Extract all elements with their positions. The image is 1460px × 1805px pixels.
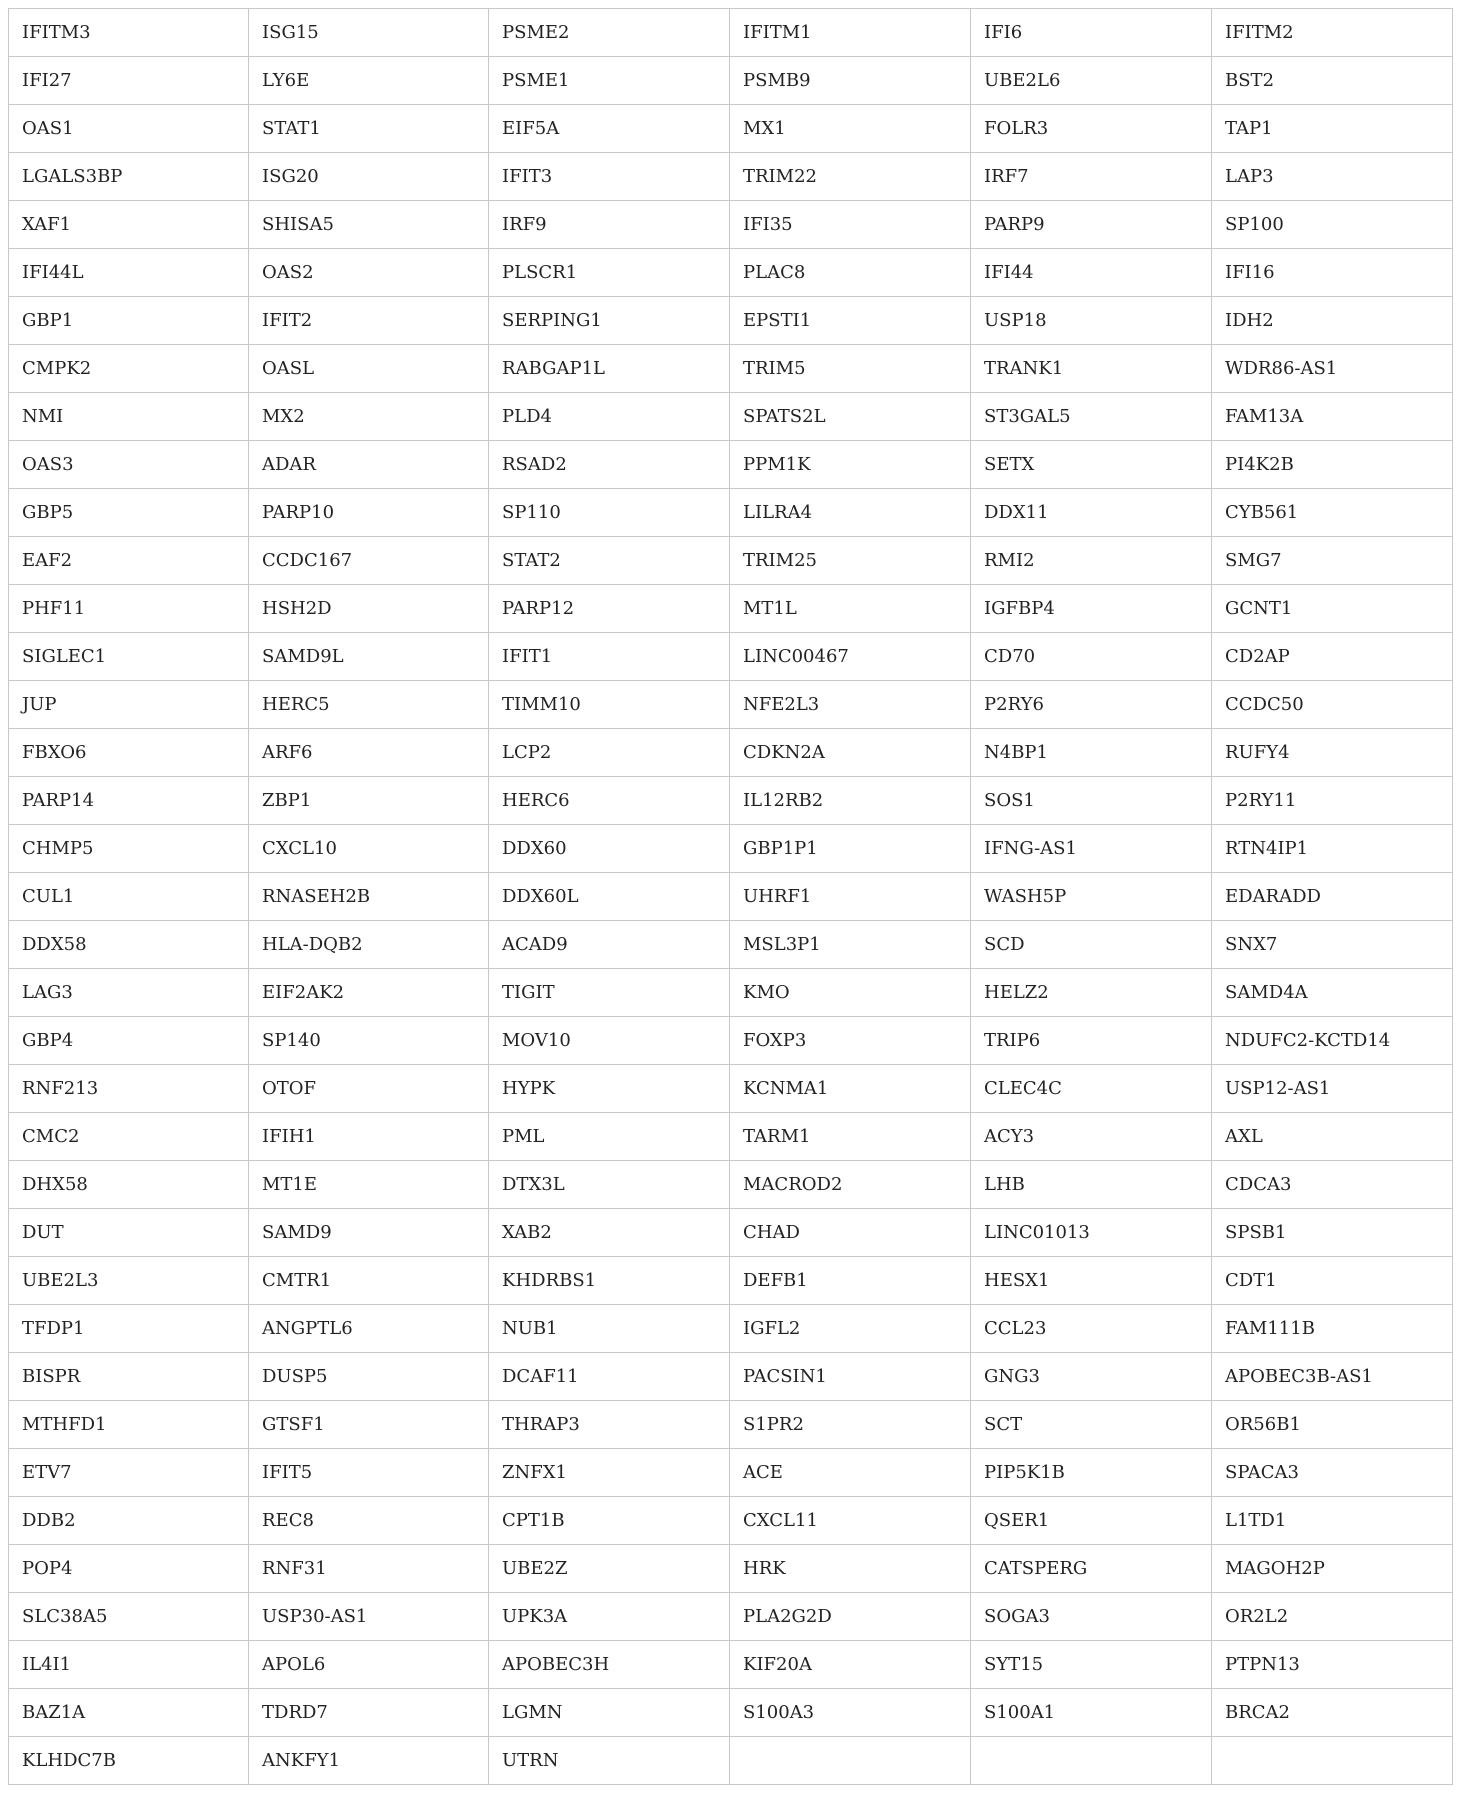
gene-cell: PLAC8 bbox=[730, 249, 971, 297]
gene-cell: PLSCR1 bbox=[489, 249, 730, 297]
gene-cell: USP30-AS1 bbox=[249, 1593, 489, 1641]
gene-cell: IDH2 bbox=[1212, 297, 1453, 345]
gene-cell: EIF5A bbox=[489, 105, 730, 153]
gene-cell: OASL bbox=[249, 345, 489, 393]
gene-cell: ACAD9 bbox=[489, 921, 730, 969]
gene-cell: SOGA3 bbox=[971, 1593, 1212, 1641]
gene-cell: STAT1 bbox=[249, 105, 489, 153]
gene-cell: CXCL10 bbox=[249, 825, 489, 873]
gene-cell: UBE2L3 bbox=[9, 1257, 249, 1305]
table-row bbox=[9, 729, 1453, 777]
gene-cell: CLEC4C bbox=[971, 1065, 1212, 1113]
gene-cell: DDX58 bbox=[9, 921, 249, 969]
gene-cell: STAT2 bbox=[489, 537, 730, 585]
gene-cell: ST3GAL5 bbox=[971, 393, 1212, 441]
gene-cell: CDKN2A bbox=[730, 729, 971, 777]
gene-cell: TFDP1 bbox=[9, 1305, 249, 1353]
gene-cell: LCP2 bbox=[489, 729, 730, 777]
gene-cell: BAZ1A bbox=[9, 1689, 249, 1737]
gene-cell: S100A1 bbox=[971, 1689, 1212, 1737]
gene-cell: SIGLEC1 bbox=[9, 633, 249, 681]
table-row bbox=[9, 489, 1453, 537]
gene-cell: GBP4 bbox=[9, 1017, 249, 1065]
gene-cell: CD2AP bbox=[1212, 633, 1453, 681]
table-row bbox=[9, 57, 1453, 105]
gene-cell: PSMB9 bbox=[730, 57, 971, 105]
gene-cell: PPM1K bbox=[730, 441, 971, 489]
gene-cell: IFI27 bbox=[9, 57, 249, 105]
gene-cell: AXL bbox=[1212, 1113, 1453, 1161]
gene-cell: TRIP6 bbox=[971, 1017, 1212, 1065]
table-row bbox=[9, 1545, 1453, 1593]
gene-cell: DDX60 bbox=[489, 825, 730, 873]
gene-cell: UBE2Z bbox=[489, 1545, 730, 1593]
gene-cell: SETX bbox=[971, 441, 1212, 489]
table-row bbox=[9, 873, 1453, 921]
gene-cell: SNX7 bbox=[1212, 921, 1453, 969]
table-row bbox=[9, 1209, 1453, 1257]
gene-cell: HERC5 bbox=[249, 681, 489, 729]
gene-cell: DDB2 bbox=[9, 1497, 249, 1545]
gene-cell: DUT bbox=[9, 1209, 249, 1257]
gene-cell: UTRN bbox=[489, 1737, 730, 1785]
gene-cell: WDR86-AS1 bbox=[1212, 345, 1453, 393]
gene-cell: GBP1P1 bbox=[730, 825, 971, 873]
gene-cell: CMTR1 bbox=[249, 1257, 489, 1305]
gene-cell: TRIM22 bbox=[730, 153, 971, 201]
gene-cell: CMC2 bbox=[9, 1113, 249, 1161]
gene-cell: FOLR3 bbox=[971, 105, 1212, 153]
table-row bbox=[9, 249, 1453, 297]
table-row bbox=[9, 1401, 1453, 1449]
gene-cell: APOBEC3H bbox=[489, 1641, 730, 1689]
gene-cell: HYPK bbox=[489, 1065, 730, 1113]
gene-cell: POP4 bbox=[9, 1545, 249, 1593]
gene-cell: MOV10 bbox=[489, 1017, 730, 1065]
gene-cell: KCNMA1 bbox=[730, 1065, 971, 1113]
gene-cell: IFI44 bbox=[971, 249, 1212, 297]
gene-cell: DCAF11 bbox=[489, 1353, 730, 1401]
gene-cell: IFITM1 bbox=[730, 9, 971, 57]
gene-cell: CHMP5 bbox=[9, 825, 249, 873]
gene-cell: HSH2D bbox=[249, 585, 489, 633]
gene-cell: JUP bbox=[9, 681, 249, 729]
gene-cell: SMG7 bbox=[1212, 537, 1453, 585]
gene-cell: SP140 bbox=[249, 1017, 489, 1065]
gene-cell: ACE bbox=[730, 1449, 971, 1497]
gene-cell: KIF20A bbox=[730, 1641, 971, 1689]
gene-cell: IFIT3 bbox=[489, 153, 730, 201]
gene-cell: P2RY6 bbox=[971, 681, 1212, 729]
table-row bbox=[9, 1593, 1453, 1641]
gene-cell: OR56B1 bbox=[1212, 1401, 1453, 1449]
gene-cell: MX1 bbox=[730, 105, 971, 153]
gene-cell: PSME1 bbox=[489, 57, 730, 105]
gene-cell: OTOF bbox=[249, 1065, 489, 1113]
gene-cell: ISG20 bbox=[249, 153, 489, 201]
gene-cell: CHAD bbox=[730, 1209, 971, 1257]
gene-cell: UPK3A bbox=[489, 1593, 730, 1641]
gene-cell: PACSIN1 bbox=[730, 1353, 971, 1401]
gene-cell: IGFBP4 bbox=[971, 585, 1212, 633]
gene-cell: PI4K2B bbox=[1212, 441, 1453, 489]
gene-cell: ANKFY1 bbox=[249, 1737, 489, 1785]
gene-cell: SAMD9L bbox=[249, 633, 489, 681]
table-row bbox=[9, 1017, 1453, 1065]
gene-cell: PARP12 bbox=[489, 585, 730, 633]
gene-cell: SLC38A5 bbox=[9, 1593, 249, 1641]
gene-cell: SAMD9 bbox=[249, 1209, 489, 1257]
gene-cell: TRANK1 bbox=[971, 345, 1212, 393]
gene-cell: S1PR2 bbox=[730, 1401, 971, 1449]
gene-cell: CXCL11 bbox=[730, 1497, 971, 1545]
gene-cell: IFIT5 bbox=[249, 1449, 489, 1497]
gene-cell: SP100 bbox=[1212, 201, 1453, 249]
gene-cell: UHRF1 bbox=[730, 873, 971, 921]
gene-cell: TAP1 bbox=[1212, 105, 1453, 153]
gene-cell: MT1L bbox=[730, 585, 971, 633]
gene-cell: CYB561 bbox=[1212, 489, 1453, 537]
gene-cell: UBE2L6 bbox=[971, 57, 1212, 105]
table-row bbox=[9, 345, 1453, 393]
gene-cell: CD70 bbox=[971, 633, 1212, 681]
gene-cell: DUSP5 bbox=[249, 1353, 489, 1401]
gene-cell: DHX58 bbox=[9, 1161, 249, 1209]
gene-cell: PSME2 bbox=[489, 9, 730, 57]
gene-cell: OAS3 bbox=[9, 441, 249, 489]
gene-cell: HELZ2 bbox=[971, 969, 1212, 1017]
gene-cell: OR2L2 bbox=[1212, 1593, 1453, 1641]
table-row bbox=[9, 1113, 1453, 1161]
gene-cell: PARP9 bbox=[971, 201, 1212, 249]
gene-cell: MT1E bbox=[249, 1161, 489, 1209]
gene-cell: LILRA4 bbox=[730, 489, 971, 537]
gene-cell: MTHFD1 bbox=[9, 1401, 249, 1449]
gene-cell: SYT15 bbox=[971, 1641, 1212, 1689]
gene-cell: PARP14 bbox=[9, 777, 249, 825]
table-row bbox=[9, 201, 1453, 249]
table-row bbox=[9, 393, 1453, 441]
gene-cell: MSL3P1 bbox=[730, 921, 971, 969]
gene-cell: APOL6 bbox=[249, 1641, 489, 1689]
gene-cell: IFIH1 bbox=[249, 1113, 489, 1161]
gene-cell: IGFL2 bbox=[730, 1305, 971, 1353]
gene-cell: USP18 bbox=[971, 297, 1212, 345]
gene-cell: EPSTI1 bbox=[730, 297, 971, 345]
gene-cell: TDRD7 bbox=[249, 1689, 489, 1737]
gene-cell: IFIT1 bbox=[489, 633, 730, 681]
gene-cell: RNF31 bbox=[249, 1545, 489, 1593]
gene-cell: CPT1B bbox=[489, 1497, 730, 1545]
gene-cell: TRIM25 bbox=[730, 537, 971, 585]
gene-cell: N4BP1 bbox=[971, 729, 1212, 777]
gene-cell: IFITM2 bbox=[1212, 9, 1453, 57]
gene-cell: RSAD2 bbox=[489, 441, 730, 489]
table-row bbox=[9, 1449, 1453, 1497]
table-row bbox=[9, 441, 1453, 489]
gene-cell: CATSPERG bbox=[971, 1545, 1212, 1593]
gene-cell: GTSF1 bbox=[249, 1401, 489, 1449]
gene-cell: PHF11 bbox=[9, 585, 249, 633]
gene-cell: THRAP3 bbox=[489, 1401, 730, 1449]
gene-cell: DTX3L bbox=[489, 1161, 730, 1209]
table-row bbox=[9, 585, 1453, 633]
gene-cell: SCT bbox=[971, 1401, 1212, 1449]
gene-cell: GBP5 bbox=[9, 489, 249, 537]
table-row bbox=[9, 1353, 1453, 1401]
table-row bbox=[9, 921, 1453, 969]
gene-cell: GNG3 bbox=[971, 1353, 1212, 1401]
gene-cell: S100A3 bbox=[730, 1689, 971, 1737]
gene-cell: GCNT1 bbox=[1212, 585, 1453, 633]
gene-cell: FAM111B bbox=[1212, 1305, 1453, 1353]
gene-cell: CCDC50 bbox=[1212, 681, 1453, 729]
gene-cell: ZBP1 bbox=[249, 777, 489, 825]
gene-cell: EAF2 bbox=[9, 537, 249, 585]
table-row bbox=[9, 825, 1453, 873]
gene-cell: MX2 bbox=[249, 393, 489, 441]
gene-cell: WASH5P bbox=[971, 873, 1212, 921]
gene-cell: SOS1 bbox=[971, 777, 1212, 825]
gene-cell: LAG3 bbox=[9, 969, 249, 1017]
gene-cell: KHDRBS1 bbox=[489, 1257, 730, 1305]
gene-cell: QSER1 bbox=[971, 1497, 1212, 1545]
gene-cell: IFITM3 bbox=[9, 9, 249, 57]
table-row bbox=[9, 681, 1453, 729]
gene-cell: PIP5K1B bbox=[971, 1449, 1212, 1497]
gene-cell: HLA-DQB2 bbox=[249, 921, 489, 969]
gene-cell: BISPR bbox=[9, 1353, 249, 1401]
gene-cell: DDX11 bbox=[971, 489, 1212, 537]
gene-cell: ISG15 bbox=[249, 9, 489, 57]
gene-cell: NFE2L3 bbox=[730, 681, 971, 729]
gene-cell: IFIT2 bbox=[249, 297, 489, 345]
gene-cell: EIF2AK2 bbox=[249, 969, 489, 1017]
gene-cell: TIMM10 bbox=[489, 681, 730, 729]
gene-cell: HESX1 bbox=[971, 1257, 1212, 1305]
gene-cell: HRK bbox=[730, 1545, 971, 1593]
gene-cell: XAB2 bbox=[489, 1209, 730, 1257]
gene-cell: ACY3 bbox=[971, 1113, 1212, 1161]
gene-cell: SAMD4A bbox=[1212, 969, 1453, 1017]
gene-cell: ARF6 bbox=[249, 729, 489, 777]
table-row bbox=[9, 153, 1453, 201]
table-row bbox=[9, 9, 1453, 57]
gene-cell: ETV7 bbox=[9, 1449, 249, 1497]
table-row bbox=[9, 537, 1453, 585]
gene-cell: LGALS3BP bbox=[9, 153, 249, 201]
gene-cell bbox=[971, 1737, 1212, 1785]
gene-cell: SPATS2L bbox=[730, 393, 971, 441]
gene-cell: IRF9 bbox=[489, 201, 730, 249]
gene-cell: LINC01013 bbox=[971, 1209, 1212, 1257]
gene-cell: DDX60L bbox=[489, 873, 730, 921]
gene-cell: CCL23 bbox=[971, 1305, 1212, 1353]
gene-cell: SP110 bbox=[489, 489, 730, 537]
gene-cell: DEFB1 bbox=[730, 1257, 971, 1305]
gene-cell: FOXP3 bbox=[730, 1017, 971, 1065]
table-row bbox=[9, 1497, 1453, 1545]
gene-cell: KMO bbox=[730, 969, 971, 1017]
gene-cell: PARP10 bbox=[249, 489, 489, 537]
table-row bbox=[9, 777, 1453, 825]
gene-cell: PLA2G2D bbox=[730, 1593, 971, 1641]
gene-cell: L1TD1 bbox=[1212, 1497, 1453, 1545]
gene-cell: LINC00467 bbox=[730, 633, 971, 681]
gene-cell: FAM13A bbox=[1212, 393, 1453, 441]
table-row bbox=[9, 633, 1453, 681]
table-row bbox=[9, 105, 1453, 153]
gene-cell: EDARADD bbox=[1212, 873, 1453, 921]
table-row bbox=[9, 969, 1453, 1017]
table-row bbox=[9, 297, 1453, 345]
gene-cell: IRF7 bbox=[971, 153, 1212, 201]
gene-cell: NDUFC2-KCTD14 bbox=[1212, 1017, 1453, 1065]
gene-cell: CUL1 bbox=[9, 873, 249, 921]
gene-cell: RMI2 bbox=[971, 537, 1212, 585]
gene-cell: XAF1 bbox=[9, 201, 249, 249]
gene-table bbox=[8, 8, 1453, 1785]
gene-cell: OAS2 bbox=[249, 249, 489, 297]
gene-table-body bbox=[9, 9, 1453, 1785]
gene-cell: REC8 bbox=[249, 1497, 489, 1545]
gene-cell: HERC6 bbox=[489, 777, 730, 825]
gene-cell: SPACA3 bbox=[1212, 1449, 1453, 1497]
gene-cell: ANGPTL6 bbox=[249, 1305, 489, 1353]
gene-cell: IFI35 bbox=[730, 201, 971, 249]
gene-cell: PTPN13 bbox=[1212, 1641, 1453, 1689]
gene-cell: TRIM5 bbox=[730, 345, 971, 393]
gene-cell: SCD bbox=[971, 921, 1212, 969]
gene-cell: SHISA5 bbox=[249, 201, 489, 249]
gene-cell: KLHDC7B bbox=[9, 1737, 249, 1785]
gene-cell: CMPK2 bbox=[9, 345, 249, 393]
table-row bbox=[9, 1689, 1453, 1737]
gene-cell: IL4I1 bbox=[9, 1641, 249, 1689]
gene-cell: NMI bbox=[9, 393, 249, 441]
gene-cell: ZNFX1 bbox=[489, 1449, 730, 1497]
table-row bbox=[9, 1257, 1453, 1305]
gene-cell: SPSB1 bbox=[1212, 1209, 1453, 1257]
table-row bbox=[9, 1161, 1453, 1209]
gene-cell: CDCA3 bbox=[1212, 1161, 1453, 1209]
gene-cell: MACROD2 bbox=[730, 1161, 971, 1209]
gene-cell: BRCA2 bbox=[1212, 1689, 1453, 1737]
gene-cell: LGMN bbox=[489, 1689, 730, 1737]
gene-cell bbox=[730, 1737, 971, 1785]
gene-cell: RTN4IP1 bbox=[1212, 825, 1453, 873]
table-row bbox=[9, 1737, 1453, 1785]
gene-cell: SERPING1 bbox=[489, 297, 730, 345]
gene-cell: MAGOH2P bbox=[1212, 1545, 1453, 1593]
gene-cell: PLD4 bbox=[489, 393, 730, 441]
gene-cell: LAP3 bbox=[1212, 153, 1453, 201]
gene-cell: OAS1 bbox=[9, 105, 249, 153]
table-row bbox=[9, 1641, 1453, 1689]
gene-cell: NUB1 bbox=[489, 1305, 730, 1353]
table-row bbox=[9, 1305, 1453, 1353]
gene-cell: APOBEC3B-AS1 bbox=[1212, 1353, 1453, 1401]
table-row bbox=[9, 1065, 1453, 1113]
gene-cell: USP12-AS1 bbox=[1212, 1065, 1453, 1113]
gene-cell: ADAR bbox=[249, 441, 489, 489]
gene-cell: RNF213 bbox=[9, 1065, 249, 1113]
gene-cell: TARM1 bbox=[730, 1113, 971, 1161]
gene-cell: RUFY4 bbox=[1212, 729, 1453, 777]
gene-cell: IFNG-AS1 bbox=[971, 825, 1212, 873]
gene-cell: IL12RB2 bbox=[730, 777, 971, 825]
gene-cell: IFI44L bbox=[9, 249, 249, 297]
gene-cell: LHB bbox=[971, 1161, 1212, 1209]
gene-cell: FBXO6 bbox=[9, 729, 249, 777]
gene-cell: BST2 bbox=[1212, 57, 1453, 105]
gene-cell: GBP1 bbox=[9, 297, 249, 345]
gene-cell: PML bbox=[489, 1113, 730, 1161]
gene-cell: IFI16 bbox=[1212, 249, 1453, 297]
gene-cell bbox=[1212, 1737, 1453, 1785]
gene-cell: P2RY11 bbox=[1212, 777, 1453, 825]
gene-cell: IFI6 bbox=[971, 9, 1212, 57]
gene-cell: RABGAP1L bbox=[489, 345, 730, 393]
gene-cell: LY6E bbox=[249, 57, 489, 105]
gene-cell: RNASEH2B bbox=[249, 873, 489, 921]
gene-cell: CDT1 bbox=[1212, 1257, 1453, 1305]
gene-cell: TIGIT bbox=[489, 969, 730, 1017]
gene-cell: CCDC167 bbox=[249, 537, 489, 585]
